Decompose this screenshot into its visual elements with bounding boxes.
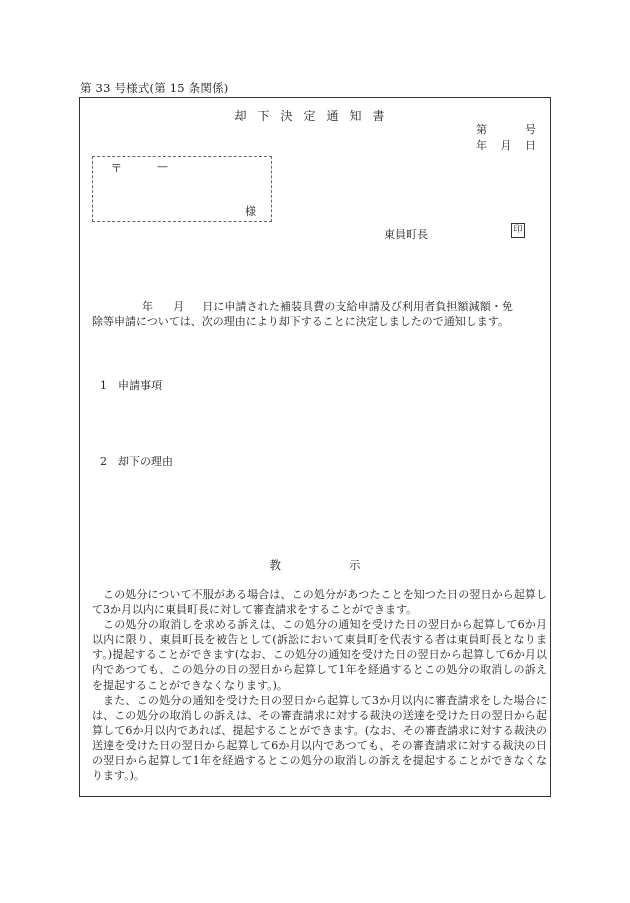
- seal-stamp: 印: [511, 223, 525, 238]
- number-suffix: 号: [525, 123, 536, 136]
- postal-mark: 〒: [111, 162, 122, 175]
- instruction-body: [92, 587, 547, 783]
- application-month: 月: [173, 300, 185, 313]
- main-text-line2: 除等申請については、次の理由により却下することに決定しましたので通知します。: [92, 314, 509, 328]
- number-prefix: 第: [476, 123, 487, 136]
- main-text-line1: 日に申請された補装具費の支給申請及び利用者負担額減額・免: [202, 300, 514, 313]
- instruction-heading-left: 教: [269, 558, 281, 572]
- instruction-heading-right: 示: [349, 558, 361, 572]
- document-number-row: [476, 122, 536, 138]
- recipient-address-box: [92, 156, 272, 222]
- document-title: 却下決定通知書: [234, 109, 396, 123]
- item-number: 1: [100, 379, 107, 392]
- instruction-paragraph: この処分の取消しを求める訴えは、この処分の通知を受けた日の翌日から起算して6か月以内に限り、東員町長を被告として(訴訟において東員町を代表する者は東員町長となります。)提起することができます(なお、この処分の通知を受けた日の翌日から起算して6か月以内であつても、この処分の日の翌日から起算して1年を経過するとこの処分の取消しの訴えを提起することができなくなります。)。: [92, 618, 547, 692]
- issuer-name: 東員町長: [384, 228, 428, 241]
- instruction-paragraph: この処分について不服がある場合は、この処分があつたことを知つた日の翌日から起算して3か月以内に東員町長に対して審査請求をすることができます。: [92, 588, 547, 617]
- item-application-matter: [100, 377, 162, 393]
- date-day: 日: [525, 139, 536, 152]
- item-label: 却下の理由: [118, 455, 173, 468]
- document-number-date: [476, 122, 536, 154]
- item-number: 2: [100, 455, 107, 468]
- date-year: 年: [476, 139, 487, 152]
- instruction-paragraph: また、この処分の通知を受けた日の翌日から起算して3か月以内に審査請求をした場合には、この処分の取消しの訴えは、その審査請求に対する裁決の送達を受けた日の翌日から起算して6か月以内であれば、提起することができます。(なお、その審査請求に対する裁決の送達を受けた日の翌日から起算して6か月以内であつても、その審査請求に対する裁決の日の翌日から起算して1年を経過するとこの処分の取消しの訴えを提起することができなくなります。)。: [92, 693, 547, 783]
- issue-date-row: [476, 138, 536, 154]
- recipient-honorific: 様: [245, 205, 256, 218]
- form-number-label: 第 33 号様式(第 15 条関係): [80, 81, 229, 95]
- postal-code-dash: —: [157, 160, 168, 173]
- main-notice-text: [92, 300, 544, 329]
- item-label: 申請事項: [118, 379, 162, 392]
- item-rejection-reason: [100, 453, 173, 469]
- notice-frame: [79, 97, 551, 797]
- instruction-heading: [80, 557, 550, 573]
- date-month: 月: [500, 139, 512, 152]
- application-year: 年: [142, 300, 154, 313]
